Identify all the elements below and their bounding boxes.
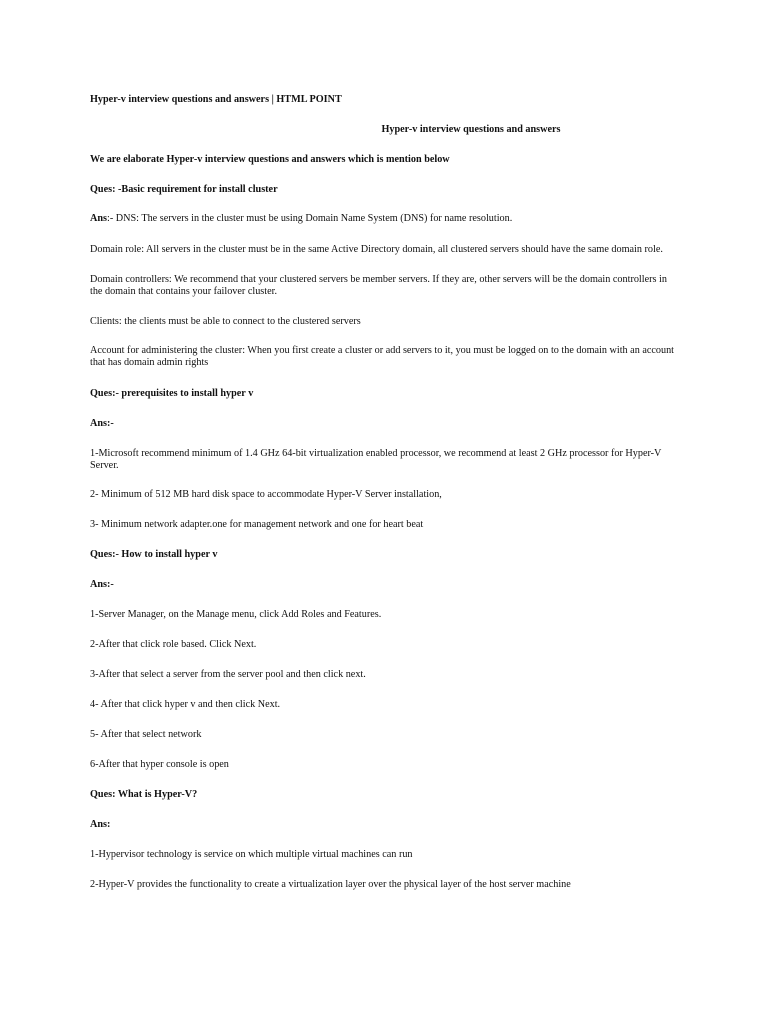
question-2: Ques:- prerequisites to install hyper v xyxy=(90,388,254,399)
answer-3-label: Ans:- xyxy=(90,579,114,590)
answer-4-label: Ans: xyxy=(90,819,111,830)
paragraph-step-2: 2-After that click role based. Click Next. xyxy=(90,639,257,650)
intro-paragraph: We are elaborate Hyper-v interview questions and answers which is mention below xyxy=(90,154,450,165)
paragraph-requirement-2: 2- Minimum of 512 MB hard disk space to accommodate Hyper-V Server installation, xyxy=(90,489,442,500)
paragraph-domain-controllers: Domain controllers: We recommend that your clustered servers be member servers. If they are, other servers will be the domain controllers in the domain that contains your failover cluster. xyxy=(90,274,667,297)
answer-1-text: :- DNS: The servers in the cluster must be using Domain Name System (DNS) for name resolution. xyxy=(107,213,513,224)
paragraph-what-2: 2-Hyper-V provides the functionality to create a virtualization layer over the physical layer of the host server machine xyxy=(90,879,571,890)
paragraph-what-1: 1-Hypervisor technology is service on which multiple virtual machines can run xyxy=(90,849,413,860)
paragraph-step-5: 5- After that select network xyxy=(90,729,202,740)
answer-2-label: Ans:- xyxy=(90,418,114,429)
paragraph-requirement-1: 1-Microsoft recommend minimum of 1.4 GHz 64-bit virtualization enabled processor, we recommend at least 2 GHz processor for Hyper-V Server. xyxy=(90,448,662,471)
paragraph-step-4: 4- After that click hyper v and then click Next. xyxy=(90,699,281,710)
answer-1 xyxy=(90,213,680,225)
paragraph-clients: Clients: the clients must be able to connect to the clustered servers xyxy=(90,316,361,327)
document-header: Hyper-v interview questions and answers | HTML POINT xyxy=(90,94,342,105)
paragraph-step-1: 1-Server Manager, on the Manage menu, click Add Roles and Features. xyxy=(90,609,382,620)
paragraph-step-6: 6-After that hyper console is open xyxy=(90,759,229,770)
paragraph-account: Account for administering the cluster: When you first create a cluster or add servers to it, you must be logged on to the domain with an account that has domain admin rights xyxy=(90,345,675,368)
document-title xyxy=(90,124,680,136)
document-title-text: Hyper-v interview questions and answers xyxy=(381,124,561,135)
question-1: Ques: -Basic requirement for install cluster xyxy=(90,184,278,195)
answer-1-label: Ans xyxy=(90,213,107,224)
question-3: Ques:- How to install hyper v xyxy=(90,549,218,560)
paragraph-step-3: 3-After that select a server from the server pool and then click next. xyxy=(90,669,366,680)
paragraph-requirement-3: 3- Minimum network adapter.one for management network and one for heart beat xyxy=(90,519,424,530)
paragraph-domain-role: Domain role: All servers in the cluster must be in the same Active Directory domain, all clustered servers should have the same domain role. xyxy=(90,244,663,255)
question-4: Ques: What is Hyper-V? xyxy=(90,789,198,800)
